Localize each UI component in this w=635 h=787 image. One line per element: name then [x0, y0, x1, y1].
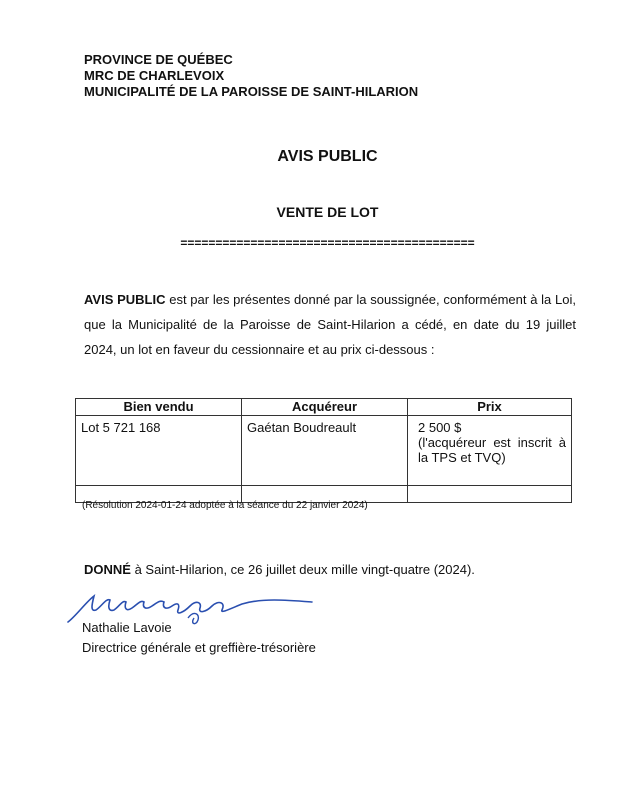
donne-lead: DONNÉ [84, 562, 131, 577]
price-amount: 2 500 $ [418, 420, 462, 435]
table-row [76, 416, 572, 486]
signatory-role: Directrice générale et greffière-trésorière [82, 640, 316, 655]
cell-bien: Lot 5 721 168 [76, 416, 242, 486]
resolution-note: (Résolution 2024-01-24 adoptée à la séance du 22 janvier 2024) [82, 500, 368, 511]
col-prix: Prix [408, 399, 572, 416]
page-subtitle: VENTE DE LOT [276, 204, 379, 220]
empty-cell [408, 486, 572, 503]
donne-line [84, 562, 475, 577]
col-acquereur: Acquéreur [242, 399, 408, 416]
table-header-row [76, 399, 572, 416]
header-mrc: MRC DE CHARLEVOIX [84, 68, 225, 83]
cell-acquereur: Gaétan Boudreault [242, 416, 408, 486]
donne-text: à Saint-Hilarion, ce 26 juillet deux mille vingt-quatre (2024). [130, 562, 475, 577]
header-municipality: MUNICIPALITÉ DE LA PAROISSE DE SAINT-HILARION [84, 84, 419, 99]
price-note: (l'acquéreur est inscrit à la TPS et TVQ) [418, 435, 566, 465]
cell-prix [408, 416, 572, 486]
page-title: AVIS PUBLIC [277, 148, 378, 165]
intro-paragraph [84, 287, 576, 362]
col-bien-vendu: Bien vendu [76, 399, 242, 416]
header-province: PROVINCE DE QUÉBEC [84, 52, 233, 67]
document-header [84, 52, 418, 100]
intro-lead: AVIS PUBLIC [84, 292, 166, 307]
signatory-name: Nathalie Lavoie [82, 620, 172, 635]
lot-table [75, 398, 572, 503]
separator-line: ========================================== [180, 236, 475, 250]
intro-text: est par les présentes donné par la soussignée, conformément à la Loi, que la Municipalité de la Paroisse de Saint-Hilarion a cédé, en date du 19 juillet 2024, un lot en faveur du cessionnaire et au prix ci-dessous : [84, 292, 576, 357]
